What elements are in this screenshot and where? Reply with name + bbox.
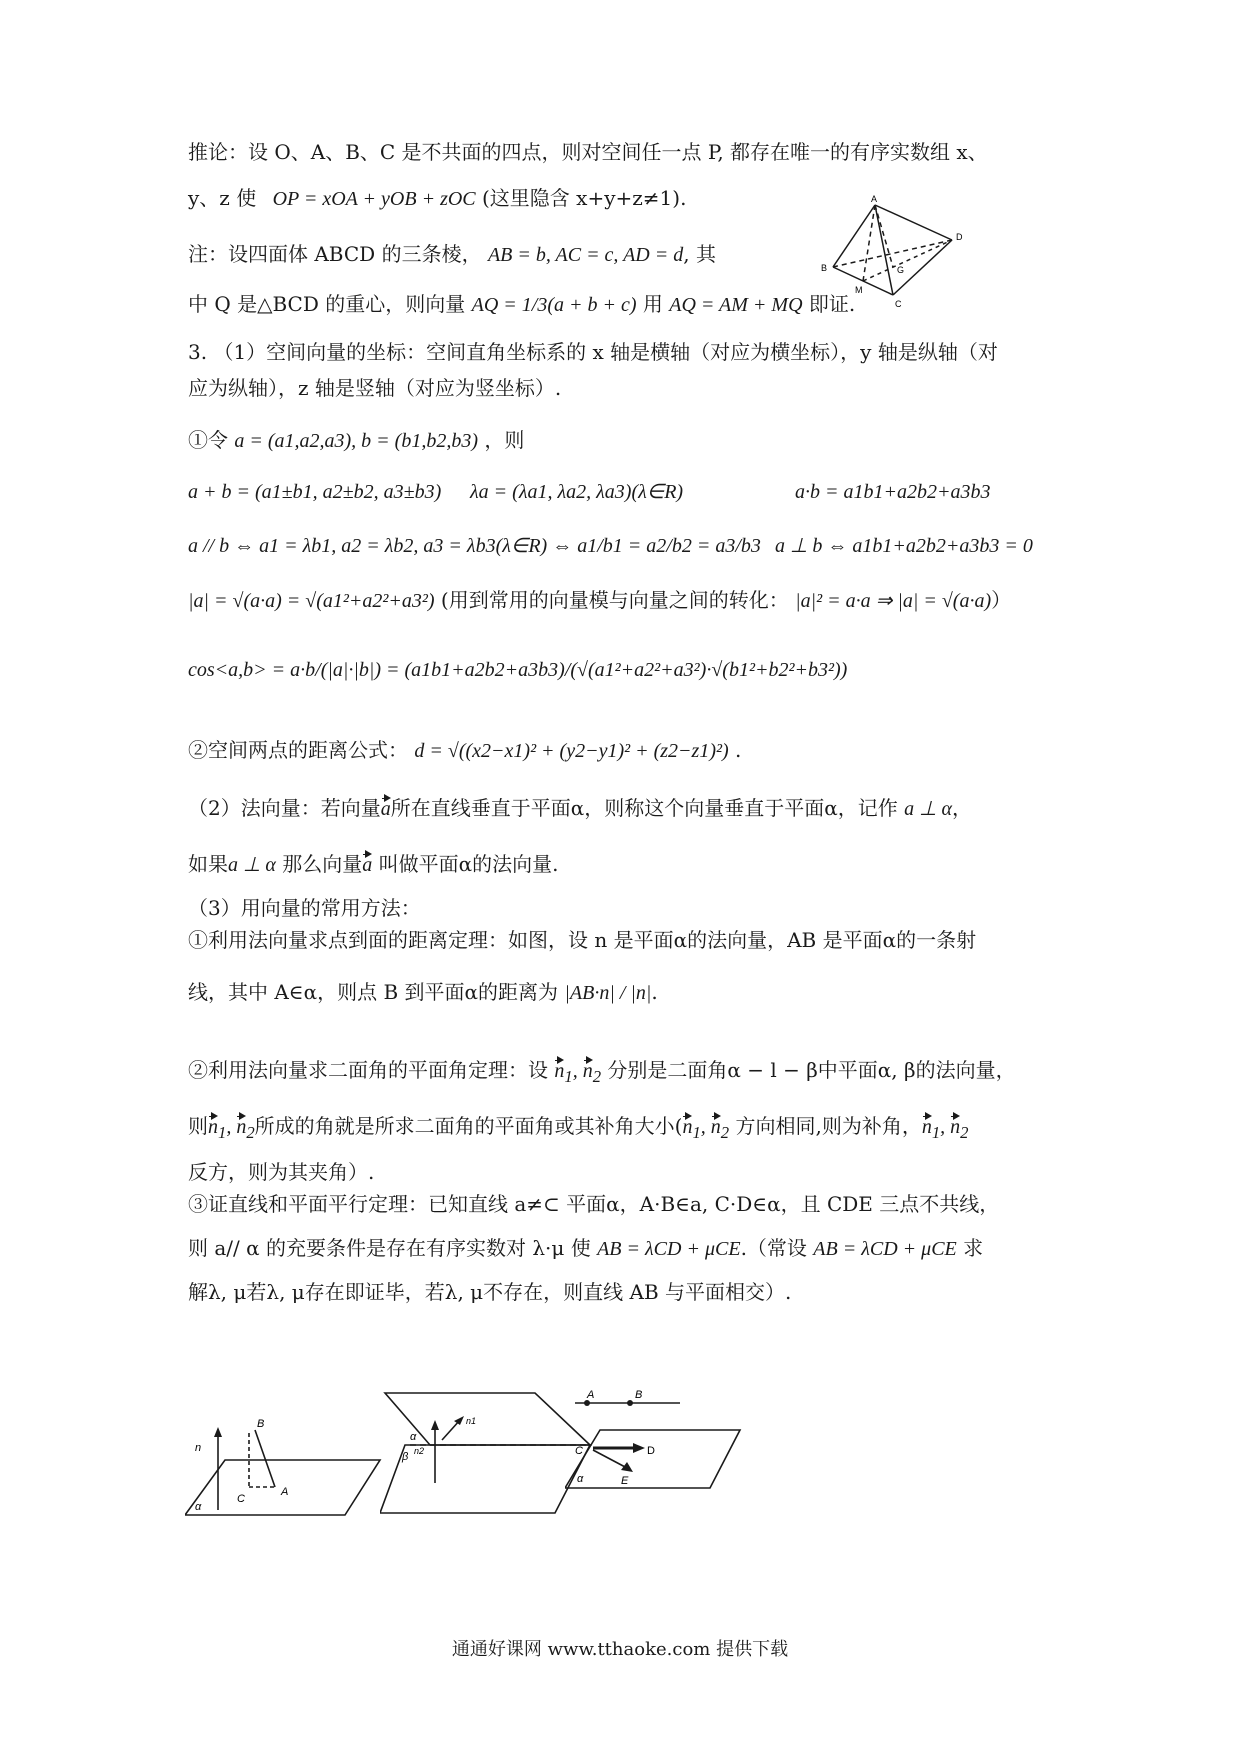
normal-arrowhead [214, 1427, 222, 1437]
coords-parallel: a // b ⇔ a1 = λb1, a2 = λb2, a3 = λb3(λ∈R) ⇔ a1/b1 = a2/b2 = a3/b3 [188, 535, 761, 557]
label-d: D [956, 232, 963, 242]
vector-a-symbol: a [380, 798, 391, 820]
coords-modulus-note-end: ） [991, 588, 1012, 612]
coords-cos: cos<a,b> = a·b/(|a|·|b|) = (a1b1+a2b2+a3b3)/(√(a1²+a2²+a3²)·√(b1²+b2²+b3²)) [188, 659, 848, 681]
note-line2-end: 即证. [808, 292, 856, 316]
method3-line2-tail: 求 [963, 1236, 984, 1260]
method3-formula-repeat: AB = λCD + μCE [813, 1238, 957, 1260]
fig1-label-a: A [281, 1486, 289, 1498]
label-b: B [821, 263, 828, 273]
fig1-label-alpha: α [195, 1501, 202, 1513]
edge-bd [833, 240, 952, 267]
coords-let-tail: ，则 [484, 428, 525, 452]
coords-modulus-line [188, 588, 1011, 613]
fig3-label-e: E [621, 1475, 629, 1487]
coords-let-formula: a = (a1,a2,a3), b = (b1,b2,b3) [234, 430, 478, 452]
note-aq-proof-formula: AQ = AM + MQ [669, 294, 803, 316]
method1-line2: 线，其中 A∈α，则点 B 到平面α的距离为 |AB·n| / |n|. [188, 980, 658, 1004]
fig1-label-n: n [195, 1442, 202, 1454]
normal-line2-if: 如果 [188, 852, 228, 876]
tetrahedron-figure [815, 195, 975, 340]
coords-modulus-note: (用到常用的向量模与向量之间的转化： [440, 588, 789, 612]
methods-heading: （3）用向量的常用方法： [188, 896, 421, 920]
fig1-label-c: C [237, 1493, 245, 1505]
coords-let-text: ①令 [188, 428, 228, 452]
segment-md [863, 240, 952, 281]
vector-ce [593, 1450, 627, 1468]
normal-perp-formula: a ⊥ α [904, 798, 953, 820]
segment-am [863, 205, 875, 281]
fig3-label-a: A [587, 1389, 595, 1401]
method2-line1-tail: 分别是二面角α − l − β中平面α, β的法向量， [607, 1058, 1016, 1082]
coords-dot: a·b = a1b1+a2b2+a3b3 [795, 481, 991, 503]
fig3-label-alpha: α [577, 1473, 584, 1485]
fig2-label-n1: n1 [466, 1416, 477, 1426]
method3-formula: AB = λCD + μCE [597, 1238, 741, 1260]
method2-line2: 则$n_1$, $n_2$所成的角就是所求二面角的平面角或其补角大小($n_1$, $n_2$ 方向相同,则为补角，$n_1$, $n_2$ [188, 1114, 969, 1142]
method2-line1 [188, 1058, 1016, 1087]
fig1-label-b: B [257, 1418, 265, 1430]
plane-beta-lower [380, 1445, 590, 1513]
edge-ab [833, 205, 875, 267]
normal-line2 [188, 852, 559, 877]
coords-modulus-note-formula: |a|² = a·a ⇒ |a| = √(a·a) [795, 590, 992, 612]
corollary-line2-text: y、z 使 [188, 186, 257, 210]
method3-line2-note: .（常设 [740, 1236, 807, 1260]
method3-line1: ③证直线和平面平行定理：已知直线 a≠⊂ 平面α，A·B∈a, C·D∈α，且 CDE 三点不共线， [188, 1192, 1000, 1216]
method2-normals: $n_1$, $n_2$ [554, 1060, 602, 1086]
corollary-line2 [188, 186, 686, 211]
method2-line2-mid: 所成的角就是所求二面角的平面角或其补角大小( [254, 1114, 683, 1138]
edge-ad [875, 205, 952, 240]
coords-perp: a ⊥ b ⇔ a1b1+a2b2+a3b3 = 0 [775, 535, 1033, 557]
segment-ab [255, 1430, 275, 1487]
normal-line2-then: 那么向量 [282, 852, 363, 876]
n1-arrowhead [454, 1416, 464, 1425]
plane-alpha-3 [565, 1430, 740, 1488]
normal-line2-tail: 叫做平面α的法向量. [378, 852, 559, 876]
ce-arrowhead [621, 1462, 633, 1472]
coords-modulus: |a| = √(a·a) = √(a1²+a2²+a3²) [188, 590, 435, 612]
normal-line1: （2）法向量：若向量a所在直线垂直于平面α，则称这个向量垂直于平面α，记作 a ⊥ α， [188, 796, 973, 820]
fig3-label-d: D [647, 1445, 655, 1457]
figure-point-plane-distance [185, 1405, 385, 1525]
note-line1 [188, 242, 716, 267]
method3-line2 [188, 1236, 983, 1261]
distance-line: ②空间两点的距离公式： d = √((x2−x1)² + (y2−y1)² + (z2−z1)²) . [188, 738, 742, 762]
distance-formula: d = √((x2−x1)² + (y2−y1)² + (z2−z1)²) [414, 740, 729, 762]
fig2-label-alpha: α [410, 1431, 417, 1443]
coords-let [188, 428, 524, 453]
cd-arrowhead [633, 1443, 645, 1453]
note-line1-tail: , 其 [683, 242, 716, 266]
method1-line2-text: 线，其中 A∈α，则点 B 到平面α的距离为 [188, 980, 559, 1004]
normal-line1-text: （2）法向量：若向量 [188, 796, 381, 820]
method2-line3: 反方，则为其夹角）. [188, 1160, 375, 1184]
corollary-formula: OP = xOA + yOB + zOC [272, 188, 476, 210]
fig3-label-c: C [575, 1445, 583, 1457]
method2-line2-tail: 方向相同,则为补角， [735, 1114, 922, 1138]
corollary-line2-tail: (这里隐含 x+y+z≠1). [482, 186, 687, 210]
label-c: C [895, 299, 902, 309]
label-g: G [897, 265, 905, 275]
note-aq-formula: AQ = 1/3(a + b + c) [471, 294, 637, 316]
method1-distance-formula: |AB·n| / |n| [564, 982, 652, 1004]
note-edges-formula: AB = b, AC = c, AD = d [487, 244, 684, 266]
coords-scalar: λa = (λa1, λa2, λa3)(λ∈R) [470, 481, 684, 503]
point-b [627, 1400, 633, 1406]
label-a: A [871, 195, 878, 204]
figure-line-plane-parallel [565, 1388, 745, 1513]
fig3-label-b: B [635, 1389, 643, 1401]
normal-line2-formula: a ⊥ α [228, 854, 276, 876]
vector-a-symbol-2: a [362, 854, 373, 876]
corollary-line1: 推论：设 O、A、B、C 是不共面的四点，则对空间任一点 P, 都存在唯一的有序实数组 x、 [188, 140, 988, 164]
note-line1-text: 注：设四面体 ABCD 的三条棱， [188, 242, 482, 266]
note-line2 [188, 292, 855, 317]
segment-ag [875, 205, 893, 267]
edge-ac [875, 205, 893, 295]
method2-line2-then: 则 [188, 1114, 208, 1138]
coords-sum: a + b = (a1±b1, a2±b2, a3±b3) [188, 481, 442, 503]
normal-line1-mid: 所在直线垂直于平面α，则称这个向量垂直于平面α，记作 [390, 796, 898, 820]
note-line2-use: 用 [642, 292, 663, 316]
method3-line2-text: 则 a// α 的充要条件是存在有序实数对 λ·μ 使 [188, 1236, 591, 1260]
distance-text: ②空间两点的距离公式： [188, 738, 408, 762]
fig2-label-n2: n2 [414, 1446, 425, 1456]
method1-line1: ①利用法向量求点到面的距离定理：如图，设 n 是平面α的法向量，AB 是平面α的一条射 [188, 928, 977, 952]
fig2-label-beta: β [402, 1451, 409, 1463]
n2-arrowhead [431, 1420, 439, 1430]
method3-line3: 解λ, μ若λ, μ存在即证毕，若λ, μ不存在，则直线 AB 与平面相交）. [188, 1280, 792, 1304]
note-line2-text: 中 Q 是△BCD 的重心，则向量 [188, 292, 466, 316]
method2-line1-text: ②利用法向量求二面角的平面角定理：设 [188, 1058, 548, 1082]
section3-line1: 3. （1）空间向量的坐标：空间直角坐标系的 x 轴是横轴（对应为横坐标），y 轴是纵轴（对 [188, 340, 998, 364]
label-m: M [855, 285, 863, 295]
page-footer: 通通好课网 www.tthaoke.com 提供下载 [451, 1639, 789, 1660]
section3-line2: 应为纵轴），z 轴是竖轴（对应为竖坐标）. [188, 376, 562, 400]
